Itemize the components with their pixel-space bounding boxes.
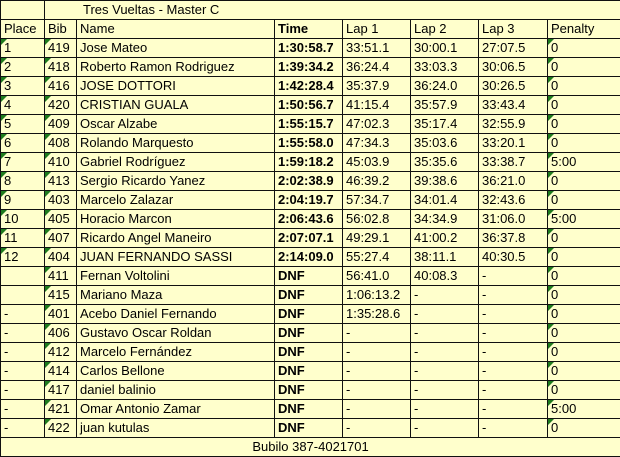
cell-lap1: 56:41.0 [343, 267, 411, 286]
cell-place: - [1, 400, 45, 419]
cell-bib: 408 [45, 134, 77, 153]
cell-name: Mariano Maza [77, 286, 275, 305]
cell-lap1: 56:02.8 [343, 210, 411, 229]
cell-lap2: 38:11.1 [411, 248, 479, 267]
cell-time: DNF [275, 419, 343, 438]
cell-place: - [1, 381, 45, 400]
table-row [1, 362, 620, 381]
cell-penalty: 0 [548, 248, 620, 267]
title-empty-cell [1, 1, 45, 20]
cell-lap3: - [479, 419, 548, 438]
cell-lap2: 35:35.6 [411, 153, 479, 172]
cell-bib: 417 [45, 381, 77, 400]
cell-bib: 401 [45, 305, 77, 324]
table-row [1, 77, 620, 96]
cell-name: Ricardo Angel Maneiro [77, 229, 275, 248]
cell-time: DNF [275, 362, 343, 381]
cell-penalty: 0 [548, 362, 620, 381]
cell-bib: 420 [45, 96, 77, 115]
cell-lap2: 34:34.9 [411, 210, 479, 229]
cell-name: Omar Antonio Zamar [77, 400, 275, 419]
cell-lap1: 35:37.9 [343, 77, 411, 96]
cell-lap2: - [411, 400, 479, 419]
cell-lap2: 41:00.2 [411, 229, 479, 248]
cell-place: 4 [1, 96, 45, 115]
cell-lap1: 49:29.1 [343, 229, 411, 248]
cell-time: 2:07:07.1 [275, 229, 343, 248]
cell-bib: 406 [45, 324, 77, 343]
cell-lap1: 36:24.4 [343, 58, 411, 77]
cell-lap3: 33:43.4 [479, 96, 548, 115]
header-time: Time [275, 20, 343, 39]
cell-lap3: 32:43.6 [479, 191, 548, 210]
cell-penalty: 5:00 [548, 400, 620, 419]
cell-penalty: 0 [548, 267, 620, 286]
cell-place: - [1, 343, 45, 362]
cell-bib: 413 [45, 172, 77, 191]
cell-name: Gabriel Rodríguez [77, 153, 275, 172]
cell-place: 7 [1, 153, 45, 172]
cell-lap2: - [411, 343, 479, 362]
cell-lap3: - [479, 343, 548, 362]
cell-lap3: 30:26.5 [479, 77, 548, 96]
cell-penalty: 5:00 [548, 210, 620, 229]
cell-penalty: 0 [548, 381, 620, 400]
cell-lap1: 46:39.2 [343, 172, 411, 191]
table-row [1, 381, 620, 400]
cell-place: 12 [1, 248, 45, 267]
cell-lap3: - [479, 305, 548, 324]
cell-place: 5 [1, 115, 45, 134]
table-row [1, 191, 620, 210]
cell-lap3: - [479, 324, 548, 343]
cell-lap2: 35:17.4 [411, 115, 479, 134]
cell-bib: 414 [45, 362, 77, 381]
cell-place: 10 [1, 210, 45, 229]
cell-lap1: - [343, 324, 411, 343]
footer-contact: Bubilo 387-4021701 [1, 438, 620, 457]
cell-penalty: 0 [548, 343, 620, 362]
cell-place: 8 [1, 172, 45, 191]
cell-place: 1 [1, 39, 45, 58]
cell-lap1: 55:27.4 [343, 248, 411, 267]
cell-bib: 422 [45, 419, 77, 438]
cell-name: Marcelo Fernández [77, 343, 275, 362]
cell-time: 2:04:19.7 [275, 191, 343, 210]
cell-time: 1:59:18.2 [275, 153, 343, 172]
cell-lap2: 39:38.6 [411, 172, 479, 191]
cell-name: JOSE DOTTORI [77, 77, 275, 96]
cell-lap1: 47:34.3 [343, 134, 411, 153]
cell-bib: 415 [45, 286, 77, 305]
cell-bib: 407 [45, 229, 77, 248]
cell-penalty: 0 [548, 305, 620, 324]
cell-name: Acebo Daniel Fernando [77, 305, 275, 324]
cell-name: Carlos Bellone [77, 362, 275, 381]
cell-lap1: 45:03.9 [343, 153, 411, 172]
cell-time: DNF [275, 267, 343, 286]
cell-lap1: 33:51.1 [343, 39, 411, 58]
header-bib: Bib [45, 20, 77, 39]
table-row [1, 267, 620, 286]
cell-penalty: 0 [548, 58, 620, 77]
cell-lap1: - [343, 381, 411, 400]
cell-penalty: 0 [548, 77, 620, 96]
cell-bib: 421 [45, 400, 77, 419]
cell-lap3: - [479, 400, 548, 419]
cell-lap1: 47:02.3 [343, 115, 411, 134]
cell-time: DNF [275, 286, 343, 305]
cell-lap2: - [411, 305, 479, 324]
cell-lap2: 35:57.9 [411, 96, 479, 115]
table-row [1, 172, 620, 191]
cell-bib: 416 [45, 77, 77, 96]
cell-lap3: - [479, 381, 548, 400]
cell-lap2: 34:01.4 [411, 191, 479, 210]
table-row [1, 305, 620, 324]
cell-place: - [1, 324, 45, 343]
cell-place: 3 [1, 77, 45, 96]
cell-penalty: 0 [548, 324, 620, 343]
cell-lap3: - [479, 267, 548, 286]
cell-penalty: 0 [548, 286, 620, 305]
header-name: Name [77, 20, 275, 39]
cell-lap1: 1:35:28.6 [343, 305, 411, 324]
cell-time: 1:55:58.0 [275, 134, 343, 153]
cell-name: Gustavo Oscar Roldan [77, 324, 275, 343]
cell-lap2: - [411, 381, 479, 400]
cell-penalty: 0 [548, 96, 620, 115]
cell-penalty: 0 [548, 134, 620, 153]
cell-name: Jose Mateo [77, 39, 275, 58]
table-row [1, 343, 620, 362]
header-lap1: Lap 1 [343, 20, 411, 39]
cell-time: DNF [275, 324, 343, 343]
header-penalty: Penalty [548, 20, 620, 39]
cell-time: DNF [275, 381, 343, 400]
cell-bib: 410 [45, 153, 77, 172]
cell-penalty: 0 [548, 191, 620, 210]
cell-lap3: 36:21.0 [479, 172, 548, 191]
cell-place [1, 267, 45, 286]
cell-lap2: - [411, 286, 479, 305]
cell-time: 1:30:58.7 [275, 39, 343, 58]
table-row [1, 134, 620, 153]
header-row [1, 20, 620, 39]
cell-name: JUAN FERNANDO SASSI [77, 248, 275, 267]
cell-lap3: 36:37.8 [479, 229, 548, 248]
table-row [1, 96, 620, 115]
cell-bib: 405 [45, 210, 77, 229]
cell-place: - [1, 305, 45, 324]
header-lap3: Lap 3 [479, 20, 548, 39]
cell-name: juan kutulas [77, 419, 275, 438]
cell-time: 2:06:43.6 [275, 210, 343, 229]
cell-penalty: 0 [548, 39, 620, 58]
cell-penalty: 0 [548, 115, 620, 134]
cell-name: Roberto Ramon Rodriguez [77, 58, 275, 77]
cell-lap3: 33:20.1 [479, 134, 548, 153]
cell-bib: 404 [45, 248, 77, 267]
cell-bib: 418 [45, 58, 77, 77]
table-row [1, 58, 620, 77]
cell-penalty: 0 [548, 172, 620, 191]
table-row [1, 324, 620, 343]
cell-lap1: - [343, 400, 411, 419]
cell-name: Marcelo Zalazar [77, 191, 275, 210]
cell-lap1: 57:34.7 [343, 191, 411, 210]
cell-bib: 411 [45, 267, 77, 286]
title-row [1, 1, 620, 20]
cell-lap2: 30:00.1 [411, 39, 479, 58]
cell-place: 2 [1, 58, 45, 77]
cell-lap3: 40:30.5 [479, 248, 548, 267]
cell-name: daniel balinio [77, 381, 275, 400]
cell-bib: 409 [45, 115, 77, 134]
cell-place: 11 [1, 229, 45, 248]
table-row [1, 210, 620, 229]
cell-name: Horacio Marcon [77, 210, 275, 229]
cell-place: - [1, 362, 45, 381]
cell-lap3: - [479, 286, 548, 305]
cell-name: Sergio Ricardo Yanez [77, 172, 275, 191]
cell-penalty: 0 [548, 419, 620, 438]
cell-lap2: - [411, 362, 479, 381]
cell-time: 1:50:56.7 [275, 96, 343, 115]
cell-lap3: 31:06.0 [479, 210, 548, 229]
cell-lap2: - [411, 324, 479, 343]
table-row [1, 248, 620, 267]
cell-time: DNF [275, 305, 343, 324]
cell-bib: 403 [45, 191, 77, 210]
cell-lap3: 32:55.9 [479, 115, 548, 134]
table-row [1, 286, 620, 305]
cell-lap1: 1:06:13.2 [343, 286, 411, 305]
cell-time: 2:14:09.0 [275, 248, 343, 267]
table-row [1, 229, 620, 248]
cell-lap2: 35:03.6 [411, 134, 479, 153]
table-row [1, 153, 620, 172]
footer-row [1, 438, 620, 457]
cell-name: Fernan Voltolini [77, 267, 275, 286]
cell-name: Oscar Alzabe [77, 115, 275, 134]
table-row [1, 419, 620, 438]
cell-name: CRISTIAN GUALA [77, 96, 275, 115]
cell-penalty: 0 [548, 229, 620, 248]
cell-place [1, 286, 45, 305]
cell-lap2: - [411, 419, 479, 438]
cell-lap1: - [343, 419, 411, 438]
cell-name: Rolando Marquesto [77, 134, 275, 153]
cell-bib: 412 [45, 343, 77, 362]
cell-time: 2:02:38.9 [275, 172, 343, 191]
cell-lap3: - [479, 362, 548, 381]
cell-place: 6 [1, 134, 45, 153]
cell-lap1: 41:15.4 [343, 96, 411, 115]
sheet-title: Tres Vueltas - Master C [45, 1, 620, 20]
header-place: Place [1, 20, 45, 39]
cell-lap3: 27:07.5 [479, 39, 548, 58]
cell-bib: 419 [45, 39, 77, 58]
table-row [1, 115, 620, 134]
cell-lap1: - [343, 362, 411, 381]
cell-lap2: 36:24.0 [411, 77, 479, 96]
table-row [1, 400, 620, 419]
cell-lap2: 40:08.3 [411, 267, 479, 286]
cell-lap3: 33:38.7 [479, 153, 548, 172]
cell-place: 9 [1, 191, 45, 210]
cell-lap3: 30:06.5 [479, 58, 548, 77]
cell-time: 1:42:28.4 [275, 77, 343, 96]
cell-place: - [1, 419, 45, 438]
cell-penalty: 5:00 [548, 153, 620, 172]
header-lap2: Lap 2 [411, 20, 479, 39]
cell-time: 1:55:15.7 [275, 115, 343, 134]
table-row [1, 39, 620, 58]
cell-time: DNF [275, 400, 343, 419]
cell-time: DNF [275, 343, 343, 362]
cell-lap1: - [343, 343, 411, 362]
cell-time: 1:39:34.2 [275, 58, 343, 77]
cell-lap2: 33:03.3 [411, 58, 479, 77]
